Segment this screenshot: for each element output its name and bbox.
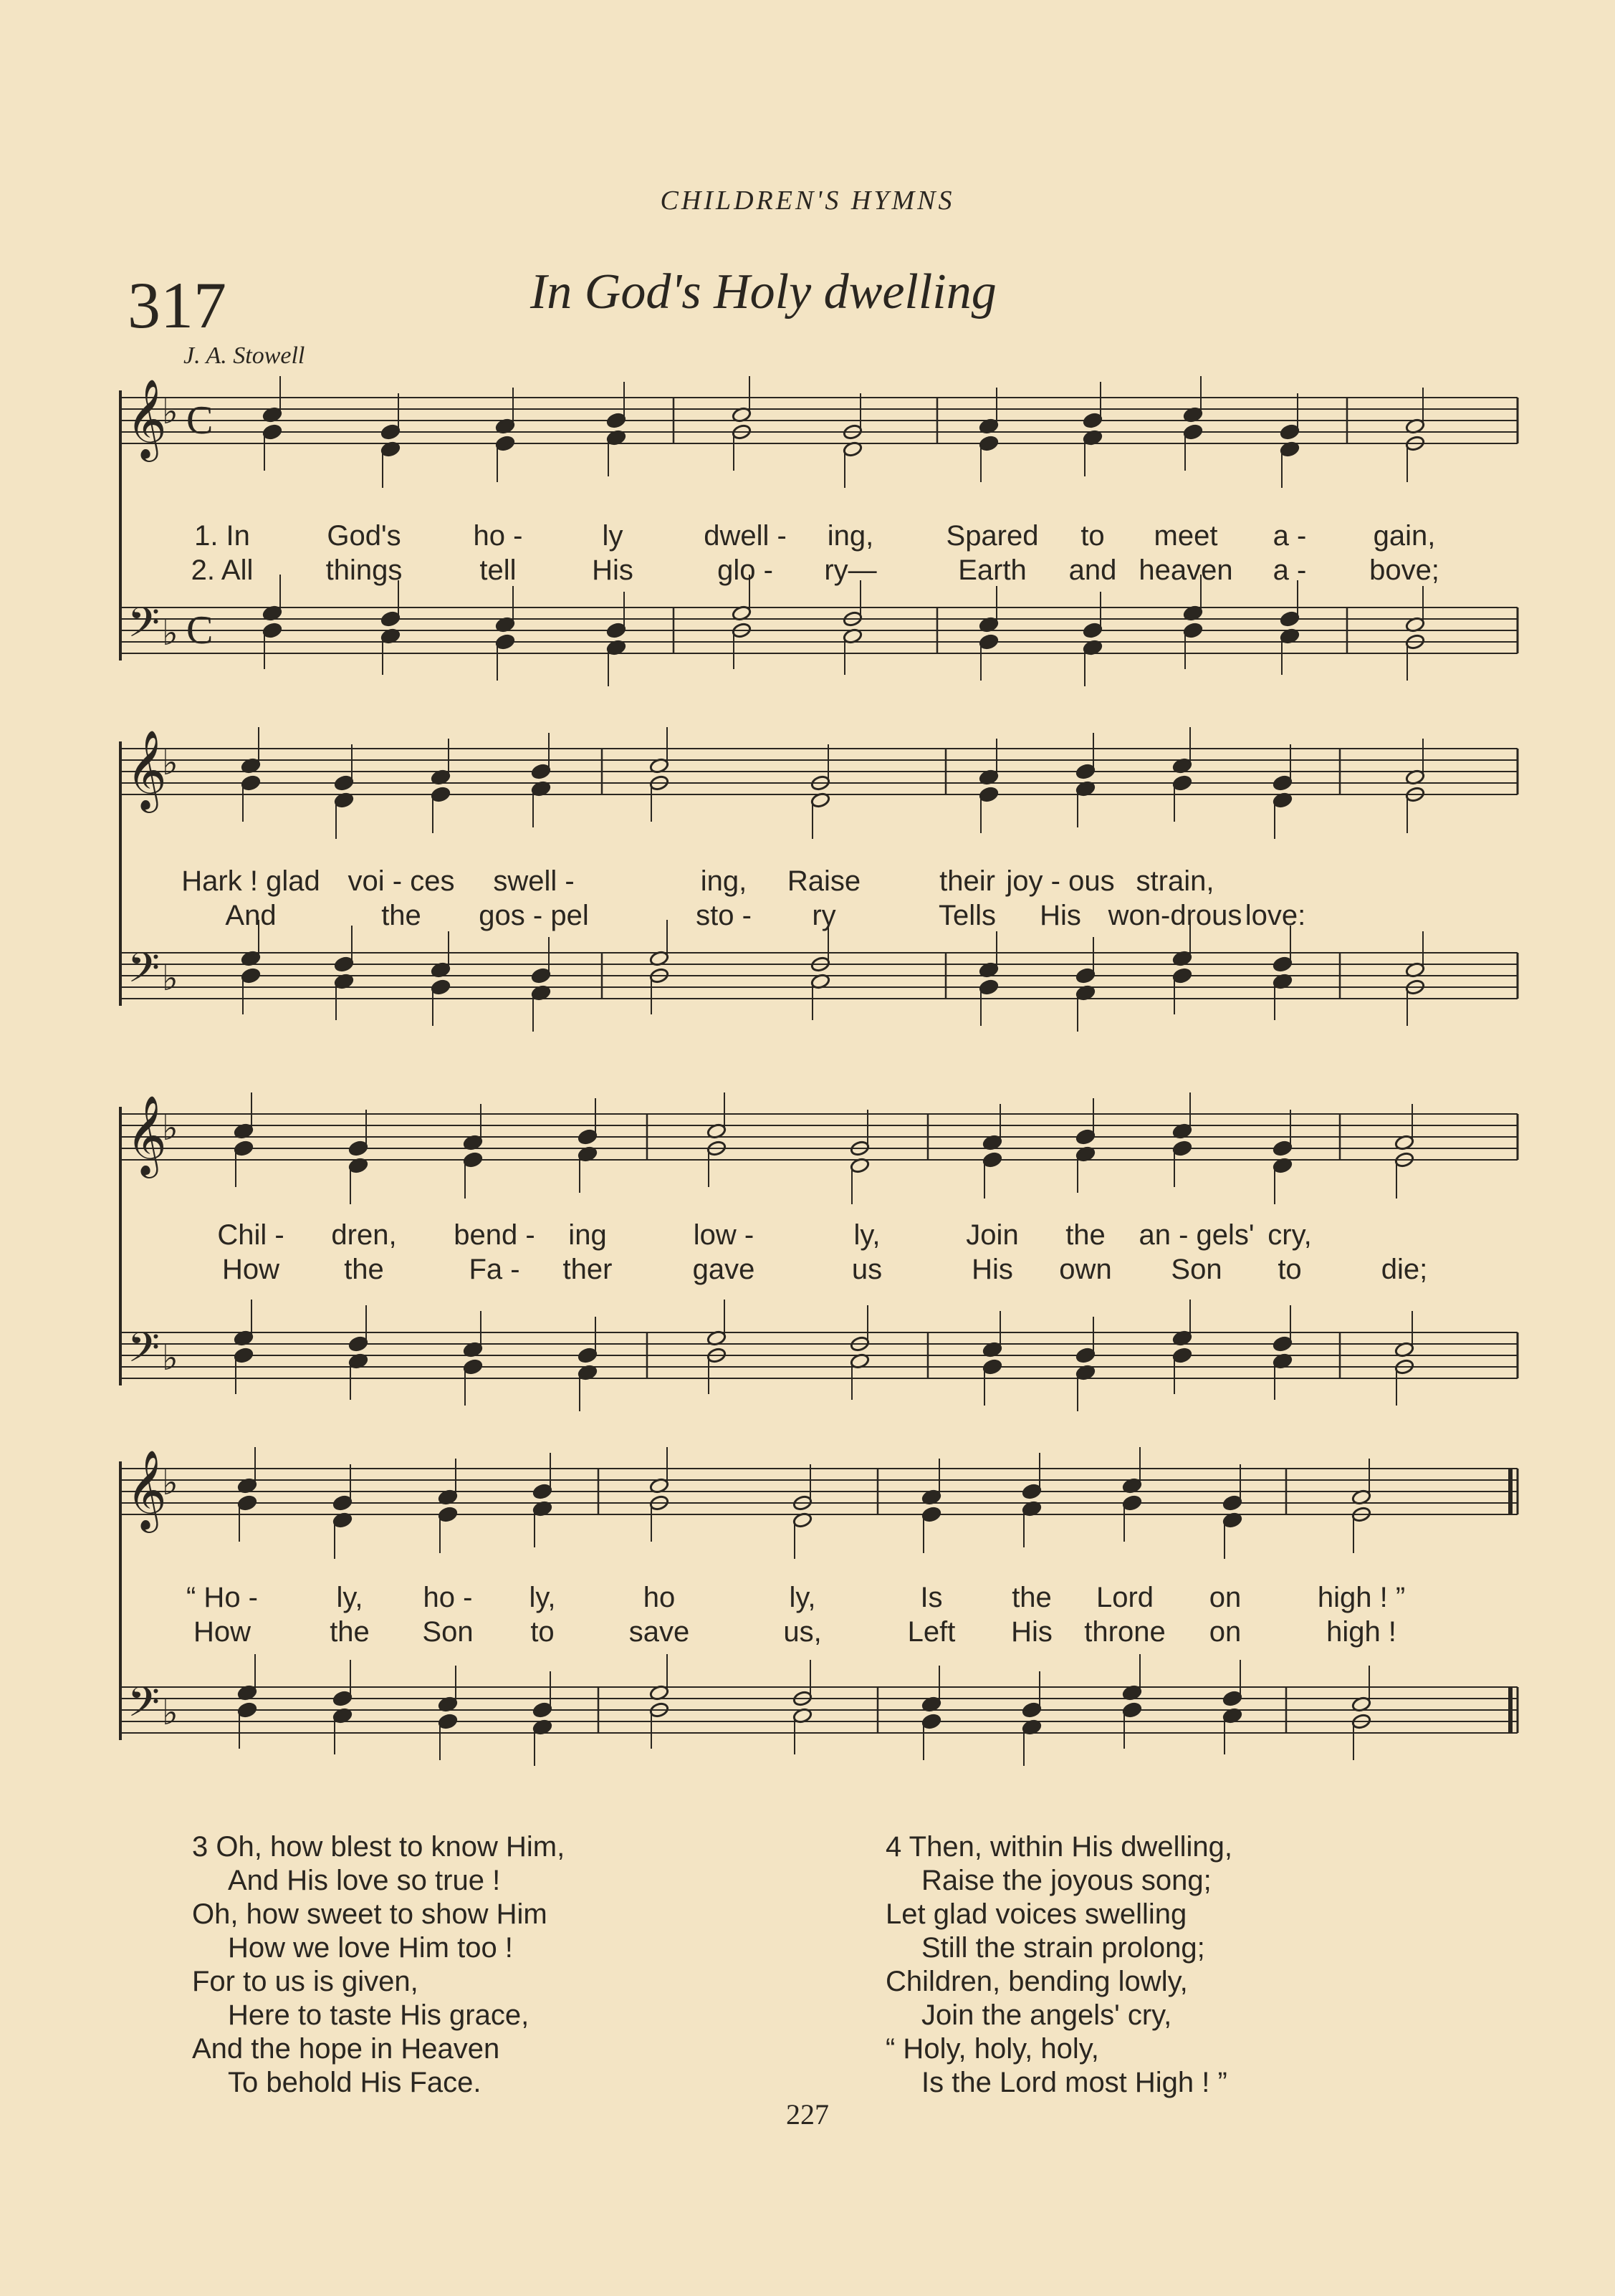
lyric-syllable: swell - (493, 865, 575, 897)
lyric-syllable: ly, (789, 1582, 816, 1613)
quarter-note (979, 435, 999, 451)
quarter-note (982, 1151, 1002, 1168)
hymn-title: In God's Holy dwelling (530, 264, 997, 320)
verse-line: To behold His Face. (228, 2067, 481, 2098)
quarter-note (237, 1494, 257, 1511)
quarter-note (495, 633, 515, 650)
flat-key-signature: ♭ (162, 1693, 178, 1733)
quarter-note (1075, 763, 1096, 779)
lyric-syllable: ho (643, 1582, 676, 1613)
quarter-note (334, 774, 354, 791)
quarter-note (431, 786, 451, 802)
quarter-note (532, 1701, 552, 1718)
lyric-syllable: save (628, 1616, 690, 1648)
quarter-note (438, 1713, 458, 1729)
quarter-note (1122, 1494, 1142, 1511)
lyric-syllable: to (1080, 520, 1105, 552)
quarter-note (348, 1140, 368, 1156)
lyric-syllable: ing (568, 1219, 607, 1251)
quarter-note (241, 967, 261, 984)
quarter-note (1280, 423, 1300, 440)
verse-line: Join the angels' cry, (921, 1999, 1172, 2031)
quarter-note (1172, 1347, 1192, 1363)
quarter-note (1172, 967, 1192, 984)
lyric-syllable: won-drous (1108, 900, 1242, 931)
flat-key-signature: ♭ (162, 613, 178, 653)
page-number: 227 (786, 2098, 829, 2131)
quarter-note (1273, 1335, 1293, 1352)
lyric-syllable: things (325, 554, 403, 586)
lyric-syllable: Spared (946, 520, 1039, 552)
lyric-syllable: the (1012, 1582, 1052, 1613)
verse-line: And the hope in Heaven (192, 2033, 500, 2065)
lyric-syllable: Son (422, 1616, 474, 1648)
lyric-syllable: low - (693, 1219, 754, 1251)
quarter-note (921, 1506, 941, 1522)
lyric-syllable: His (592, 554, 633, 586)
lyric-syllable: bend - (454, 1219, 535, 1251)
treble-clef: 𝄞 (126, 729, 167, 810)
lyric-syllable: Earth (958, 554, 1027, 586)
verse-line: 3 Oh, how blest to know Him, (192, 1831, 565, 1863)
quarter-note (606, 622, 626, 638)
lyric-syllable: ing, (700, 865, 747, 897)
lyric-syllable: Raise (787, 865, 861, 897)
flat-key-signature: ♭ (162, 1338, 178, 1378)
lyric-syllable: 2. All (191, 554, 254, 586)
quarter-note (1273, 1140, 1293, 1156)
lyric-syllable: cry, (1267, 1219, 1312, 1251)
lyric-syllable: How (193, 1616, 251, 1648)
lyric-syllable: Lord (1096, 1582, 1154, 1613)
lyric-syllable: Left (907, 1616, 956, 1648)
quarter-note (431, 979, 451, 995)
lyric-syllable: strain, (1136, 865, 1214, 897)
lyric-syllable: their (939, 865, 995, 897)
quarter-note (1083, 622, 1103, 638)
lyric-syllable: on (1209, 1616, 1242, 1648)
lyric-syllable: gave (692, 1254, 755, 1285)
lyric-syllable: bove; (1369, 554, 1439, 586)
lyric-syllable: voi - ces (348, 865, 455, 897)
verse-line: “ Holy, holy, holy, (886, 2033, 1099, 2065)
quarter-note (334, 956, 354, 972)
lyric-syllable: ho - (423, 1582, 473, 1613)
lyric-syllable: Join (966, 1219, 1019, 1251)
lyric-syllable: And (225, 900, 277, 931)
lyric-syllable: us (851, 1254, 883, 1285)
lyric-syllable: Is (920, 1582, 943, 1613)
verse-line: Raise the joyous song; (921, 1865, 1212, 1896)
quarter-note (1222, 1494, 1242, 1511)
quarter-note (921, 1713, 941, 1729)
lyric-syllable: 1. In (194, 520, 250, 552)
quarter-note (979, 633, 999, 650)
lyric-syllable: sto - (696, 900, 752, 931)
verse-line: Still the strain prolong; (921, 1932, 1205, 1964)
verse-line: 4 Then, within His dwelling, (886, 1831, 1232, 1863)
lyric-syllable: joy - ous (1006, 865, 1115, 897)
flat-key-signature: ♭ (162, 392, 178, 432)
verse-line: And His love so true ! (228, 1865, 501, 1896)
quarter-note (1022, 1483, 1042, 1499)
lyric-syllable: to (530, 1616, 555, 1648)
flat-key-signature: ♭ (162, 743, 178, 783)
lyric-syllable: ther (562, 1254, 613, 1285)
quarter-note (1083, 412, 1103, 428)
lyric-syllable: tell (479, 554, 517, 586)
lyric-syllable: the (344, 1254, 384, 1285)
lyric-syllable: ly, (529, 1582, 556, 1613)
verse-line: Is the Lord most High ! ” (921, 2067, 1227, 2098)
quarter-note (1222, 1690, 1242, 1706)
lyric-syllable: “ Ho - (186, 1582, 258, 1613)
quarter-note (1280, 610, 1300, 627)
lyric-syllable: an - gels' (1139, 1219, 1255, 1251)
lyric-syllable: heaven (1139, 554, 1233, 586)
quarter-note (1075, 967, 1096, 984)
quarter-note (982, 1358, 1002, 1375)
verse-line: Let glad voices swelling (886, 1898, 1187, 1930)
quarter-note (262, 622, 282, 638)
lyric-syllable: ly, (853, 1219, 881, 1251)
quarter-note (1122, 1701, 1142, 1718)
verse-4 (886, 1830, 1232, 2100)
lyric-syllable: ho - (473, 520, 523, 552)
lyric-syllable: the (330, 1616, 370, 1648)
quarter-note (237, 1701, 257, 1718)
verse-line: Oh, how sweet to show Him (192, 1898, 547, 1930)
verse-line: How we love Him too ! (228, 1932, 513, 1964)
lyric-syllable: Tells (938, 900, 997, 931)
verse-line: For to us is given, (192, 1966, 418, 1997)
quarter-note (1183, 622, 1203, 638)
quarter-note (495, 435, 515, 451)
quarter-note (1183, 423, 1203, 440)
lyric-syllable: ly (602, 520, 623, 552)
lyric-syllable: Chil - (217, 1219, 284, 1251)
lyric-syllable: a - (1273, 520, 1307, 552)
bass-clef: 𝄢 (128, 1323, 160, 1382)
quarter-note (1075, 1347, 1096, 1363)
lyric-syllable: us, (783, 1616, 822, 1648)
quarter-note (234, 1140, 254, 1156)
lyric-syllable: a - (1273, 554, 1307, 586)
quarter-note (1075, 1128, 1096, 1145)
quarter-note (1022, 1701, 1042, 1718)
quarter-note (380, 610, 401, 627)
quarter-note (531, 763, 551, 779)
lyric-syllable: His (1011, 1616, 1053, 1648)
bass-clef: 𝄢 (128, 1678, 160, 1737)
lyric-syllable: Hark ! glad (181, 865, 320, 897)
quarter-note (348, 1335, 368, 1352)
common-time: C (186, 398, 214, 443)
quarter-note (1273, 774, 1293, 791)
treble-clef: 𝄞 (126, 1095, 167, 1175)
verse-line: Children, bending lowly, (886, 1966, 1188, 1997)
lyric-syllable: glo - (717, 554, 773, 586)
lyric-syllable: ry— (824, 554, 877, 586)
bass-clef: 𝄢 (128, 598, 160, 657)
treble-clef: 𝄞 (126, 1449, 167, 1529)
bass-clef: 𝄢 (128, 943, 160, 1002)
quarter-note (1172, 1140, 1192, 1156)
lyric-syllable: gos - pel (479, 900, 589, 931)
lyric-syllable: on (1209, 1582, 1242, 1613)
lyric-syllable: own (1059, 1254, 1112, 1285)
lyric-syllable: Fa - (469, 1254, 520, 1285)
flat-key-signature: ♭ (162, 1108, 178, 1148)
verse-line: Here to taste His grace, (228, 1999, 529, 2031)
quarter-note (979, 979, 999, 995)
lyric-syllable: ly, (336, 1582, 363, 1613)
lyric-syllable: His (1040, 900, 1081, 931)
lyric-syllable: His (972, 1254, 1013, 1285)
lyric-syllable: How (221, 1254, 280, 1285)
running-head: CHILDREN'S HYMNS (660, 186, 955, 216)
lyric-syllable: and (1068, 554, 1117, 586)
quarter-note (531, 967, 551, 984)
quarter-note (438, 1506, 458, 1522)
lyric-syllable: God's (327, 520, 401, 552)
lyric-syllable: the (1065, 1219, 1106, 1251)
quarter-note (578, 1128, 598, 1145)
quarter-note (234, 1347, 254, 1363)
quarter-note (463, 1151, 483, 1168)
common-time: C (186, 608, 214, 653)
lyric-syllable: the (381, 900, 421, 931)
verse-3 (192, 1830, 565, 2100)
lyric-syllable: love: (1245, 900, 1306, 931)
lyric-syllable: to (1278, 1254, 1302, 1285)
quarter-note (463, 1358, 483, 1375)
lyric-syllable: gain, (1373, 520, 1436, 552)
lyric-syllable: ing, (827, 520, 874, 552)
quarter-note (262, 423, 282, 440)
lyric-syllable: dwell - (704, 520, 787, 552)
lyric-syllable: Son (1171, 1254, 1222, 1285)
lyric-syllable: high ! ” (1317, 1582, 1406, 1613)
quarter-note (979, 786, 999, 802)
quarter-note (578, 1347, 598, 1363)
lyric-syllable: die; (1381, 1254, 1428, 1285)
lyric-syllable: meet (1154, 520, 1218, 552)
author-credit: J. A. Stowell (183, 342, 305, 369)
treble-clef: 𝄞 (126, 378, 167, 458)
quarter-note (380, 423, 401, 440)
hymn-number: 317 (128, 269, 226, 342)
flat-key-signature: ♭ (162, 1463, 178, 1503)
quarter-note (532, 1483, 552, 1499)
lyric-syllable: throne (1084, 1616, 1166, 1648)
flat-key-signature: ♭ (162, 959, 178, 999)
lyric-syllable: ry (812, 900, 836, 931)
quarter-note (332, 1494, 353, 1511)
lyric-syllable: high ! (1326, 1616, 1396, 1648)
quarter-note (606, 412, 626, 428)
quarter-note (1273, 956, 1293, 972)
quarter-note (1172, 774, 1192, 791)
lyric-syllable: dren, (331, 1219, 397, 1251)
quarter-note (332, 1690, 353, 1706)
quarter-note (241, 774, 261, 791)
